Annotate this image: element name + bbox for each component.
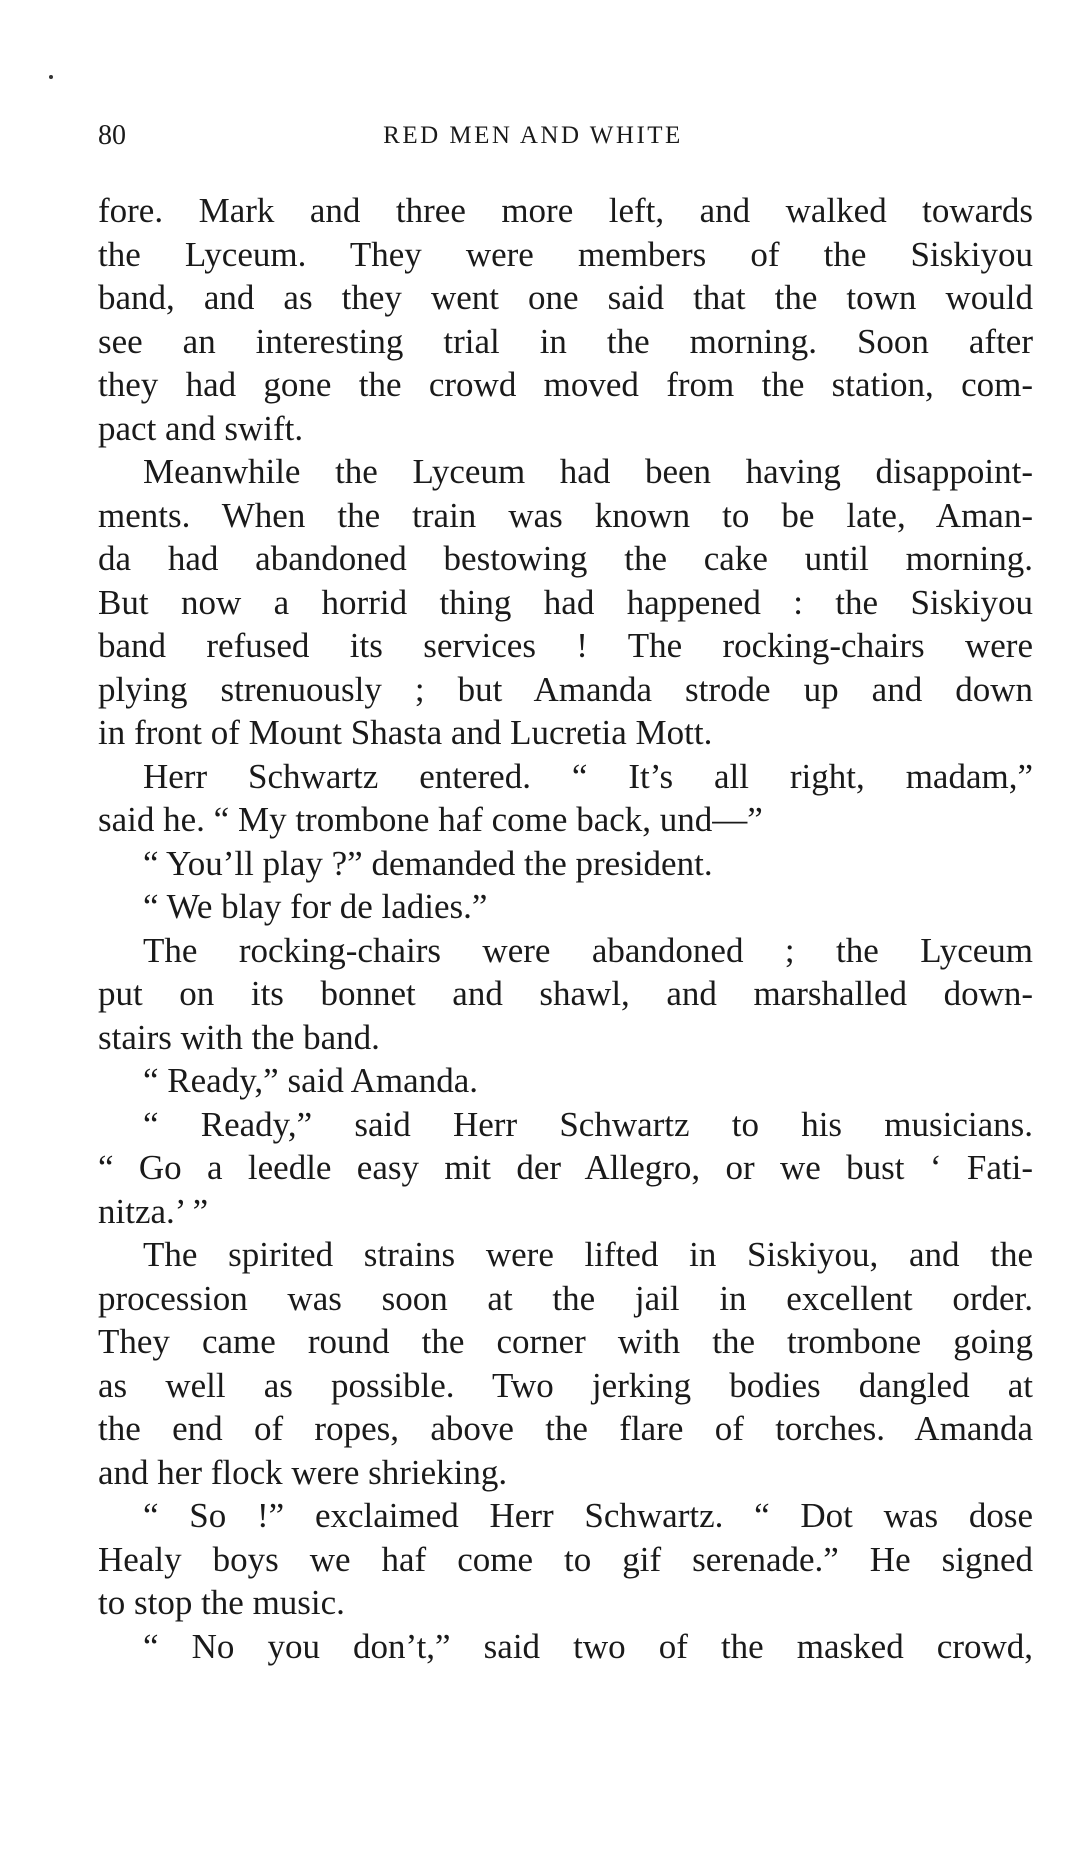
text-line: “ Go a leedle easy mit der Allegro, or we bust ‘ Fati- (98, 1148, 1033, 1187)
text-line: nitza.’ ” (98, 1191, 209, 1231)
text-line: they had gone the crowd moved from the station, com- (98, 365, 1033, 404)
text-line: Healy boys we haf come to gif serenade.” He signed (98, 1539, 1033, 1579)
text-line: as well as possible. Two jerking bodies dangled at (98, 1365, 1033, 1405)
text-line: procession was soon at the jail in excellent order. (98, 1278, 1033, 1318)
text-line: the Lyceum. They were members of the Siskiyou (98, 234, 1033, 274)
running-title: RED MEN AND WHITE (383, 122, 683, 149)
text-line: The rocking-chairs were abandoned ; the Lyceum (143, 930, 1033, 970)
text-line: ments. When the train was known to be late, Aman- (98, 495, 1033, 535)
text-line: to stop the music. (98, 1583, 345, 1622)
text-line: see an interesting trial in the morning. Soon after (98, 321, 1033, 361)
page-number: 80 (98, 120, 126, 151)
text-line: But now a horrid thing had happened : the Siskiyou (98, 582, 1033, 622)
text-line: pact and swift. (98, 408, 304, 448)
text-line: band refused its services ! The rocking-chairs were (98, 626, 1033, 665)
text-line: the end of ropes, above the flare of torches. Amanda (98, 1409, 1033, 1448)
text-line: “ Ready,” said Herr Schwartz to his musicians. (143, 1104, 1033, 1144)
print-speck (49, 75, 53, 79)
text-line: “ So !” exclaimed Herr Schwartz. “ Dot was dose (143, 1496, 1033, 1535)
text-line: “ We blay for de ladies.” (143, 887, 488, 926)
text-line: “ No you don’t,” said two of the masked crowd, (143, 1626, 1033, 1666)
text-line: and her flock were shrieking. (98, 1452, 508, 1492)
text-line: da had abandoned bestowing the cake until morning. (98, 539, 1033, 578)
body-text (98, 189, 1033, 1668)
text-line: They came round the corner with the trombone going (98, 1322, 1033, 1361)
text-line: stairs with the band. (98, 1017, 380, 1057)
text-line: “ You’ll play ?” demanded the president. (143, 843, 713, 883)
text-line: said he. “ My trombone haf come back, und—” (98, 800, 763, 839)
text-line: Herr Schwartz entered. “ It’s all right, madam,” (143, 756, 1033, 796)
text-line: band, and as they went one said that the town would (98, 278, 1033, 317)
text-line: Meanwhile the Lyceum had been having disappoint- (143, 452, 1033, 491)
text-line: The spirited strains were lifted in Siskiyou, and the (143, 1235, 1033, 1274)
text-line: fore. Mark and three more left, and walked towards (98, 191, 1033, 230)
text-line: in front of Mount Shasta and Lucretia Mott. (98, 713, 713, 752)
text-line: plying strenuously ; but Amanda strode up and down (98, 669, 1033, 709)
running-head (98, 116, 1033, 156)
text-line: “ Ready,” said Amanda. (143, 1061, 478, 1100)
text-line: put on its bonnet and shawl, and marshalled down- (98, 974, 1033, 1013)
